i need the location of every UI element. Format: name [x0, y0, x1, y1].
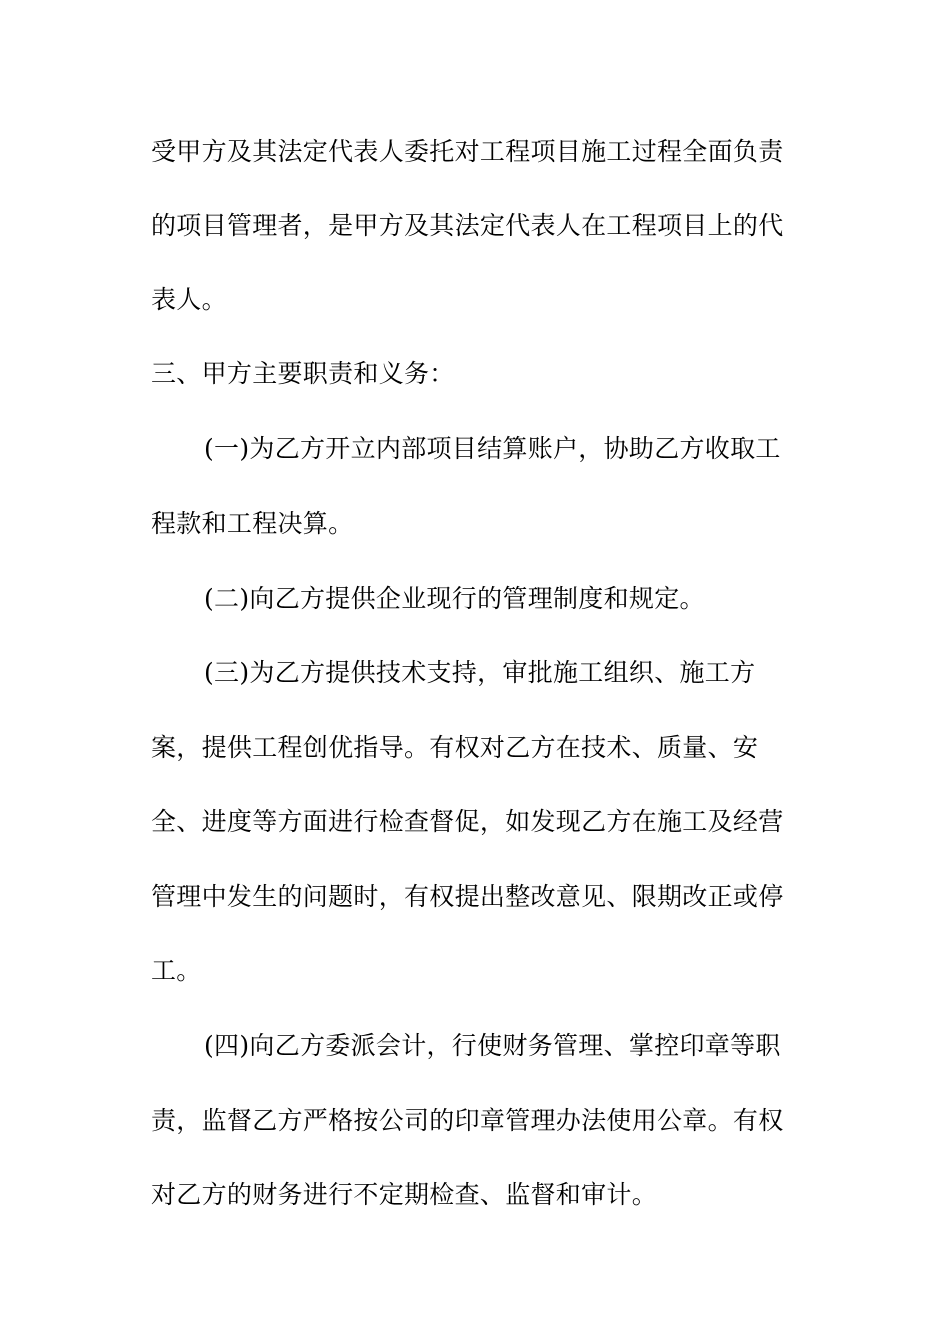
- paragraph-line: (三)为乙方提供技术支持，审批施工组织、施工方: [204, 658, 756, 687]
- paragraph-line: 案，提供工程创优指导。有权对乙方在技术、质量、安: [151, 733, 759, 762]
- paragraph-line: (四)向乙方委派会计，行使财务管理、掌控印章等职: [204, 1031, 781, 1060]
- paragraph-line: (一)为乙方开立内部项目结算账户，协助乙方收取工: [204, 434, 781, 463]
- paragraph-line: 表人。: [151, 285, 227, 314]
- paragraph-line: 的项目管理者，是甲方及其法定代表人在工程项目上的代: [151, 211, 784, 240]
- paragraph-line: 程款和工程决算。: [151, 509, 354, 538]
- paragraph-line: 管理中发生的问题时，有权提出整改意见、限期改正或停: [151, 882, 784, 911]
- paragraph-line: 受甲方及其法定代表人委托对工程项目施工过程全面负责: [151, 137, 784, 166]
- paragraph-line: 工。: [151, 956, 202, 985]
- paragraph-line: (二)向乙方提供企业现行的管理制度和规定。: [204, 584, 705, 613]
- paragraph-line: 全、进度等方面进行检查督促，如发现乙方在施工及经营: [151, 807, 784, 836]
- paragraph-line: 责，监督乙方严格按公司的印章管理办法使用公章。有权: [151, 1106, 784, 1135]
- section-heading: 三、甲方主要职责和义务：: [151, 359, 455, 388]
- paragraph-line: 对乙方的财务进行不定期检查、监督和审计。: [151, 1180, 658, 1209]
